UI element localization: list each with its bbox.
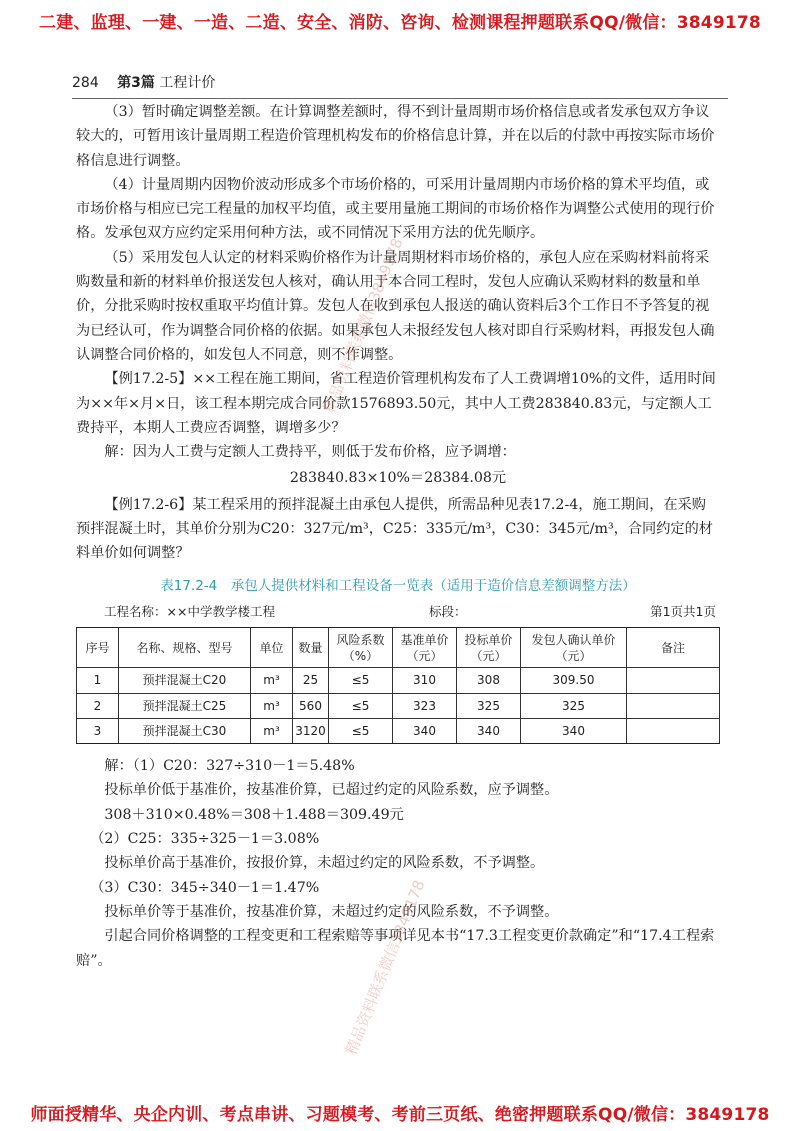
example-17-2-6: 【例17.2-6】某工程采用的预拌混凝土由承包人提供，所需品种见表17.2-4，施工期间，在采购预拌混凝土时，其单价分别为C20：327元/m³，C25：335元/m³，C30：345元/m³，合同约定的材料单价如何调整？ [76,496,713,562]
table-header-cell: 风险系数（%） [329,628,393,668]
top-promo-banner: 二建、监理、一建、一造、二造、安全、消防、咨询、检测课程押题联系QQ/微信：3849178 [39,13,761,33]
table-cell: ≤5 [329,718,393,743]
table-cell: 310 [393,668,457,693]
table-cell: ≤5 [329,668,393,693]
solution-line: （3）C30：345÷340－1＝1.47% [90,879,320,896]
table-cell: 323 [393,693,457,718]
table-cell: 340 [393,718,457,743]
page-header [72,72,728,99]
table-cell: 325 [521,693,627,718]
example-17-2-5-formula: 283840.83×10%＝28384.08元 [289,470,507,487]
table-cell [627,668,720,693]
table-row [77,693,720,718]
table-cell: 25 [293,668,329,693]
part-title: 工程计价 [159,75,216,91]
solution-line: 引起合同价格调整的工程变更和工程索赔等事项详见本书“17.3工程变更价款确定”和“17.4工程索赔”。 [76,928,715,969]
table-header-cell: 备注 [627,628,720,668]
table-row [77,668,720,693]
table-cell: 560 [293,693,329,718]
table-header-cell: 单位 [251,628,293,668]
table-page-info: 第1页共1页 [650,603,716,619]
table-cell: 预拌混凝土C30 [119,718,251,743]
table-cell: 预拌混凝土C25 [119,693,251,718]
table-section: 标段： [428,603,467,619]
table-cell: 3 [77,718,119,743]
table-header-cell: 数量 [293,628,329,668]
watermark-text: 精品资料联系微信3849178 [319,235,407,416]
table-project-name: 工程名称：××中学教学楼工程 [104,603,275,619]
table-cell: 3120 [293,718,329,743]
paragraph-4: （4）计量周期内因物价波动形成多个市场价格的，可采用计量周期内市场价格的算术平均值，或市场价格与相应已完工程量的加权平均值，或主要用量施工期间的市场价格作为调整公式使用的现行价格。发承包双方应约定采用何种方法，或不同情况下采用方法的优先顺序。 [76,176,715,242]
table-meta [76,600,720,624]
table-cell: 340 [457,718,521,743]
table-header-row [77,628,720,668]
materials-table [76,627,720,744]
page-number: 284 [72,75,99,91]
table-cell: 309.50 [521,668,627,693]
solution-line: （2）C25：335÷325－1＝3.08% [90,831,320,848]
table-cell: m³ [251,668,293,693]
solution-line: 投标单价等于基准价，按基准价算，未超过约定的风险系数，不予调整。 [104,903,559,920]
table-cell: 325 [457,693,521,718]
table-header-cell: 投标单价（元） [457,628,521,668]
solution-line: 解：（1）C20：327÷310－1＝5.48% [104,758,355,775]
table-cell: m³ [251,693,293,718]
example-17-2-6-solution [76,754,720,973]
table-header-cell: 序号 [77,628,119,668]
table-cell: 340 [521,718,627,743]
paragraph-3: （3）暂时确定调整差额。在计算调整差额时，得不到计量周期市场价格信息或者发承包双方争议较大的，可暂用该计量周期工程造价管理机构发布的价格信息计算，并在以后的付款中再按实际市场价格信息进行调整。 [76,104,715,169]
page-body [76,100,720,973]
table-cell [627,693,720,718]
bottom-promo-banner: 师面授精华、央企内训、考点串讲、习题模考、考前三页纸、绝密押题联系QQ/微信：3849178 [30,1105,770,1125]
solution-line: 投标单价低于基准价，按基准价算，已超过约定的风险系数，应予调整。 [104,782,559,799]
table-title: 表17.2-4 承包人提供材料和工程设备一览表（适用于造价信息差额调整方法） [160,577,636,594]
table-header-cell: 基准单价（元） [393,628,457,668]
watermark-text: 精品资料联系微信3849178 [341,877,429,1058]
table-header-cell: 发包人确认单价（元） [521,628,627,668]
paragraph-5: （5）采用发包人认定的材料采购价格作为计量周期材料市场价格的，承包人应在采购材料前将采购数量和新的材料单价报送发包人核对，确认用于本合同工程时，发包人应确认采购材料的数量和单价，分批采购时按权重取平均值计算。发包人在收到承包人报送的确认资料后3个工作日不予答复的视为已经认可，作为调整合同价格的依据。如果承包人未报经发包人核对即自行采购材料，再报发包人确认调整合同价格的，如发包人不同意，则不作调整。 [76,249,715,363]
table-cell: 308 [457,668,521,693]
table-cell: 1 [77,668,119,693]
table-cell: ≤5 [329,693,393,718]
part-label: 第3篇 [117,75,155,91]
example-17-2-5-solution: 解：因为人工费与定额人工费持平，则低于发布价格，应予调增： [104,444,516,461]
solution-line: 308＋310×0.48%＝308＋1.488＝309.49元 [104,806,404,823]
table-row [77,718,720,743]
table-cell: m³ [251,718,293,743]
table-cell: 2 [77,693,119,718]
table-header-cell: 名称、规格、型号 [119,628,251,668]
table-cell [627,718,720,743]
solution-line: 投标单价高于基准价，按报价算，未超过约定的风险系数，不予调整。 [104,855,545,872]
table-cell: 预拌混凝土C20 [119,668,251,693]
example-17-2-5: 【例17.2-5】××工程在施工期间，省工程造价管理机构发布了人工费调增10%的文件，适用时间为××年×月×日，该工程本期完成合同价款1576893.50元，其中人工费283840.83元，与定额人工费持平，本期人工费应否调整，调增多少？ [76,371,716,436]
